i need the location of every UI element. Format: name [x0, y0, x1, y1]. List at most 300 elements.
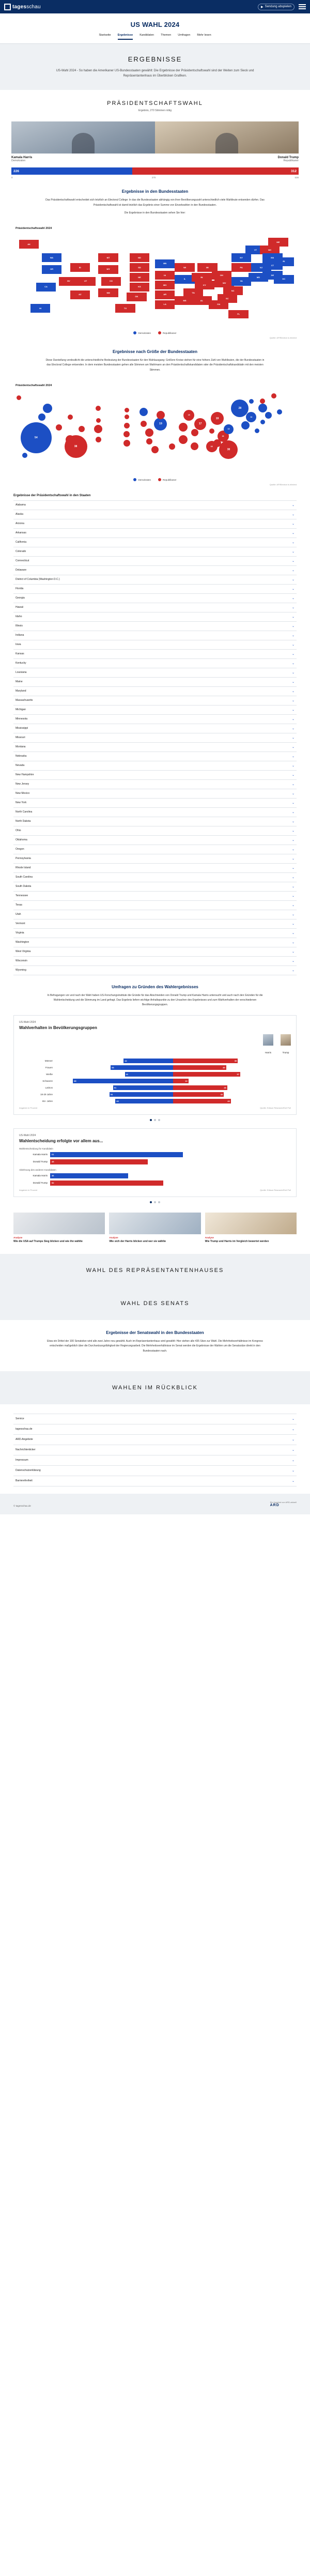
state-accordion-item[interactable] [13, 612, 297, 622]
state-accordion-item[interactable] [13, 733, 297, 743]
state-accordion-item[interactable] [13, 724, 297, 733]
cartogram-bubble-vt[interactable] [249, 399, 254, 404]
map-state-in[interactable]: IN [192, 273, 211, 282]
cartogram-bubble-oh[interactable]: 17 [194, 418, 206, 430]
state-accordion-item[interactable] [13, 715, 297, 724]
senate-article-heading: Ergebnisse der Senatswahl in den Bundesstaaten [106, 1330, 204, 1336]
state-accordion-item[interactable] [13, 575, 297, 585]
map-state-ak[interactable]: AK [19, 240, 39, 249]
state-accordion-item[interactable] [13, 678, 297, 687]
map-state-hi[interactable]: HI [30, 304, 50, 313]
teaser-1[interactable] [13, 1213, 105, 1244]
chevron-down-icon[interactable]: ⌄ [291, 708, 295, 712]
page-title: US WAHL 2024 [130, 21, 180, 28]
state-accordion-item[interactable] [13, 594, 297, 603]
cartogram-bubble-wa[interactable] [43, 404, 52, 413]
menu-icon[interactable] [299, 4, 306, 9]
cartogram-bubble-il[interactable]: 19 [154, 418, 167, 431]
map-state-nc[interactable]: NC [223, 286, 243, 295]
map-state-nh[interactable]: NH [260, 246, 280, 254]
carousel-dot[interactable] [158, 1119, 160, 1121]
state-accordion-item[interactable] [13, 910, 297, 919]
chevron-down-icon[interactable]: ⌄ [291, 680, 295, 684]
cartogram-bubble-id[interactable] [68, 415, 73, 420]
state-accordion-item[interactable] [13, 938, 297, 947]
state-accordion-item[interactable] [13, 957, 297, 966]
chevron-down-icon[interactable]: ⌄ [291, 1479, 295, 1483]
chevron-down-icon[interactable]: ⌄ [291, 634, 295, 637]
chevron-down-icon[interactable]: ⌄ [291, 1448, 295, 1452]
state-accordion-item[interactable] [13, 836, 297, 845]
footer-link-label: Datenschutzerklärung [16, 1469, 41, 1473]
cartogram-bubble-fl[interactable]: 30 [219, 440, 238, 459]
state-accordion-label: Wisconsin [16, 959, 27, 963]
card2-title: Wahlentscheidung erfolgte vor allem aus... [19, 1138, 103, 1143]
footer-link-item[interactable] [13, 1414, 297, 1424]
state-accordion-item[interactable] [13, 919, 297, 929]
cartogram-bubble-ct[interactable] [265, 412, 272, 419]
chevron-down-icon[interactable]: ⌄ [291, 885, 295, 888]
card1-title: Wahlverhalten in Bevölkerungsgruppen [19, 1025, 97, 1030]
cartogram-bubble-de[interactable] [260, 420, 265, 424]
state-accordion-item[interactable] [13, 761, 297, 771]
cartogram-bubble-co[interactable] [94, 425, 102, 433]
carousel-dot[interactable] [154, 1119, 156, 1121]
poll-group-label: Weiße [46, 1072, 53, 1076]
cartogram-bubble-ri[interactable] [277, 409, 282, 415]
state-accordion-item[interactable] [13, 947, 297, 957]
chevron-down-icon[interactable]: ⌄ [291, 894, 295, 898]
motivation-row [19, 1180, 291, 1186]
nav-item-themen[interactable]: Themen [161, 34, 172, 37]
chevron-down-icon[interactable]: ⌄ [291, 922, 295, 926]
state-accordion-label: Alaska [16, 513, 24, 516]
cartogram-bubble-ia[interactable] [141, 421, 147, 427]
chevron-down-icon[interactable]: ⌄ [291, 522, 295, 526]
map-legend [0, 331, 310, 334]
cartogram-bubble-ok[interactable] [123, 440, 130, 447]
motivation-label: Donald Trump [33, 1182, 48, 1185]
teaser-2[interactable] [109, 1213, 200, 1244]
chevron-down-icon[interactable]: ⌄ [291, 624, 295, 628]
state-accordion-item[interactable] [13, 501, 297, 510]
cartogram-bubble-sc[interactable] [213, 439, 221, 447]
state-accordion-item[interactable] [13, 519, 297, 529]
cartogram-bubble-az[interactable] [66, 435, 74, 444]
map-state-nv[interactable]: NV [59, 277, 79, 286]
candidate-trump [155, 121, 299, 162]
state-accordion-item[interactable] [13, 622, 297, 631]
state-accordion-item[interactable] [13, 706, 297, 715]
map-state-ms[interactable]: MS [175, 296, 194, 305]
map-state-il[interactable]: IL [175, 275, 194, 284]
footer-link-label: tagesschau.de [16, 1428, 33, 1431]
avatar-harris [11, 121, 155, 154]
cartogram-bubble-wy[interactable] [96, 418, 101, 423]
chevron-down-icon[interactable]: ⌄ [291, 727, 295, 730]
chevron-down-icon[interactable]: ⌄ [291, 531, 295, 535]
chevron-down-icon[interactable]: ⌄ [291, 801, 295, 805]
cartogram-bubble-nh[interactable] [260, 398, 265, 404]
map-state-me[interactable]: ME [268, 238, 288, 247]
state-accordion-item[interactable] [13, 687, 297, 696]
state-accordion-item[interactable] [13, 547, 297, 557]
map-state-or[interactable]: OR [42, 265, 61, 274]
chevron-down-icon[interactable]: ⌄ [291, 1438, 295, 1442]
cartogram-bubble-nv[interactable] [56, 424, 62, 431]
legend-republicans: Republikaner [158, 331, 177, 334]
state-accordion-item[interactable] [13, 864, 297, 873]
cartogram-bubble-ma[interactable] [258, 404, 267, 412]
map-state-sc[interactable]: SC [218, 294, 237, 303]
state-accordion-item[interactable] [13, 631, 297, 640]
state-accordion-item[interactable] [13, 650, 297, 659]
map-state-ny[interactable]: NY [231, 253, 251, 262]
cartogram-bubble-la[interactable] [151, 446, 159, 453]
chevron-down-icon[interactable]: ⌄ [291, 569, 295, 572]
state-accordion-item[interactable] [13, 817, 297, 826]
map-state-ar[interactable]: AR [155, 290, 175, 299]
map-state-az[interactable]: AZ [70, 290, 90, 299]
chevron-down-icon[interactable]: ⌄ [291, 1469, 295, 1473]
map-state-vt[interactable]: VT [245, 246, 265, 254]
teaser-thumb-1 [13, 1213, 105, 1234]
carousel-dot[interactable] [158, 1201, 160, 1203]
cartogram-bubble-tx[interactable]: 38 [65, 435, 87, 458]
copyright: © tagesschau.de [13, 1504, 31, 1507]
chevron-down-icon[interactable]: ⌄ [291, 838, 295, 842]
state-accordion-item[interactable] [13, 799, 297, 808]
chevron-down-icon[interactable]: ⌄ [291, 689, 295, 693]
state-accordion-item[interactable] [13, 873, 297, 882]
chevron-down-icon[interactable]: ⌄ [291, 662, 295, 665]
cartogram-bubble-mn[interactable] [140, 408, 148, 416]
state-accordion-item[interactable] [13, 808, 297, 817]
state-accordion-item[interactable] [13, 743, 297, 752]
map-state-al[interactable]: AL [192, 296, 211, 305]
cartogram-paragraph: Diese Darstellung verdeutlicht die unterschiedliche Bedeutung der Bundesstaaten für den Wahlausgang: Größere Kreise stehen für eine höhere Zahl von Wahlleuten, die der Bundesstaaten in das Electoral College entsenden. In dem meisten Bundesstaaten gehen alle Stimmen am Wahlmann an den Präsidentschaftskandidaten oder die Präsidentschaftskandidatin mit den meisten Stimmen. [45, 359, 265, 372]
state-accordion-item[interactable] [13, 566, 297, 575]
map-state-wv[interactable]: WV [214, 279, 234, 287]
footer-link-item[interactable] [13, 1435, 297, 1445]
cartogram-bubble-nd[interactable] [125, 408, 129, 412]
state-accordion-item[interactable] [13, 929, 297, 938]
cartogram-bubble-me[interactable] [271, 393, 276, 398]
chevron-down-icon[interactable]: ⌄ [291, 550, 295, 554]
map-state-fl[interactable]: FL [228, 310, 248, 319]
cartogram-bubble-pa[interactable]: 19 [211, 412, 224, 425]
senate-heading: WAHL DES SENATS [120, 1300, 190, 1307]
state-accordion-label: Connecticut [16, 559, 29, 563]
cartogram-bubble-al[interactable] [191, 442, 198, 450]
state-accordion-item[interactable] [13, 966, 297, 975]
chevron-down-icon[interactable]: ⌄ [291, 829, 295, 833]
card2-group2-label: Ablehnung des anderen Kandidaten [19, 1168, 56, 1171]
tagesschau-logo[interactable] [4, 4, 41, 10]
candidate-harris [11, 121, 155, 162]
chevron-down-icon[interactable]: ⌄ [291, 587, 295, 591]
chevron-down-icon[interactable]: ⌄ [291, 848, 295, 851]
nav-item-umfragen[interactable]: Umfragen [178, 34, 191, 37]
poll-group-row [19, 1092, 291, 1097]
poll-group-row [19, 1072, 291, 1077]
map-state-md[interactable]: MD [249, 273, 268, 282]
state-accordion-item[interactable] [13, 845, 297, 854]
map-state-nj[interactable]: NJ [251, 263, 271, 272]
ard-note: Ein Angebot von ARD-aktuell [270, 1500, 297, 1504]
logo-secondary: schau [26, 4, 41, 10]
state-accordion-item[interactable] [13, 826, 297, 836]
map-state-va[interactable]: VA [231, 277, 251, 286]
map-state-ne[interactable]: NE [130, 273, 149, 282]
chevron-down-icon[interactable]: ⌄ [291, 717, 295, 721]
state-accordion-item[interactable] [13, 668, 297, 678]
cartogram-bubble-ks[interactable] [123, 431, 130, 437]
map-state-de[interactable]: DE [262, 271, 282, 280]
state-accordion-item[interactable] [13, 854, 297, 864]
chevron-down-icon[interactable]: ⌄ [291, 876, 295, 879]
state-accordion-label: Montana [16, 745, 26, 749]
cartogram-bubble-nc[interactable]: 16 [218, 431, 229, 442]
footer-link-item[interactable] [13, 1466, 297, 1476]
cartogram-bubble-nm[interactable] [96, 437, 101, 442]
electoral-vote-bar [11, 167, 299, 175]
state-accordion-label: Kansas [16, 652, 24, 656]
state-accordion-label: Maryland [16, 689, 26, 693]
chevron-down-icon[interactable]: ⌄ [291, 913, 295, 916]
state-accordion-item[interactable] [13, 603, 297, 612]
state-accordion-label: Nevada [16, 764, 25, 768]
cartogram-bubble-mi[interactable]: 15 [183, 410, 194, 421]
map-state-co[interactable]: CO [101, 277, 121, 286]
motivation-bar: 61 [50, 1152, 183, 1157]
chevron-down-icon[interactable]: ⌄ [291, 773, 295, 777]
map-state-ct[interactable]: CT [262, 262, 282, 270]
cartogram-bubble-ny[interactable]: 28 [231, 400, 249, 417]
map-state-ky[interactable]: KY [195, 281, 214, 289]
results-intro-text: US-Wahl 2024 - So haben die Amerikaner US-Bundesstaaten gewählt: Die Ergebnisse der Präsidentschaftswahl sind der Weiten zum Sieck und Repräsentantenhaus im Überblicken Grafiken. [56, 69, 254, 78]
state-accordion-item[interactable] [13, 789, 297, 799]
cartogram-bubble-or[interactable] [38, 413, 45, 421]
poll-group-label: Latinos [45, 1086, 53, 1089]
chevron-down-icon[interactable]: ⌄ [291, 1417, 295, 1421]
chevron-down-icon[interactable]: ⌄ [291, 1428, 295, 1431]
chevron-down-icon[interactable]: ⌄ [291, 615, 295, 619]
nav-item-ergebnisse[interactable]: Ergebnisse [118, 34, 133, 40]
electoral-bar-harris: 226 [11, 167, 132, 175]
chevron-down-icon[interactable]: ⌄ [291, 764, 295, 768]
map-state-mo[interactable]: MO [155, 281, 175, 289]
cartogram-bubble-wv[interactable] [209, 428, 214, 434]
state-accordion-item[interactable] [13, 529, 297, 538]
chevron-down-icon[interactable]: ⌄ [291, 820, 295, 823]
map-state-ga[interactable]: GA [209, 300, 228, 309]
map-state-mt[interactable]: MT [98, 253, 118, 262]
chevron-down-icon[interactable]: ⌄ [291, 959, 295, 963]
state-accordion-item[interactable] [13, 510, 297, 519]
chevron-down-icon[interactable]: ⌄ [291, 643, 295, 647]
map-state-pa[interactable]: PA [231, 263, 251, 272]
chevron-down-icon[interactable]: ⌄ [291, 559, 295, 563]
state-accordion-item[interactable] [13, 780, 297, 789]
cartogram-bubble-ga[interactable]: 16 [206, 441, 218, 452]
play-broadcast-label: Sendung abspielen [265, 5, 291, 8]
retrospective-heading: WAHLEN IM RÜCKBLICK [112, 1384, 198, 1391]
map-state-ks[interactable]: KS [130, 283, 149, 292]
chevron-down-icon[interactable]: ⌄ [291, 1459, 295, 1462]
chevron-down-icon[interactable]: ⌄ [291, 652, 295, 656]
cartogram-bubble-ms[interactable] [169, 443, 175, 450]
chevron-down-icon[interactable]: ⌄ [291, 941, 295, 944]
state-accordion-item[interactable] [13, 585, 297, 594]
chevron-down-icon[interactable]: ⌄ [291, 950, 295, 954]
state-accordion-item[interactable] [13, 882, 297, 892]
map-state-ri[interactable]: RI [274, 257, 293, 266]
map-state-ok[interactable]: OK [127, 293, 146, 301]
map-state-ut[interactable]: UT [76, 277, 96, 286]
state-accordion-item[interactable] [13, 771, 297, 780]
avatar-trump [155, 121, 299, 154]
cartogram-bubble-ut[interactable] [79, 426, 85, 432]
chevron-down-icon[interactable]: ⌄ [291, 810, 295, 814]
chevron-down-icon[interactable]: ⌄ [291, 792, 295, 795]
map-state-ia[interactable]: IA [155, 271, 175, 280]
chevron-down-icon[interactable]: ⌄ [291, 541, 295, 544]
chevron-down-icon[interactable]: ⌄ [291, 866, 295, 870]
map-state-mn[interactable]: MN [155, 259, 175, 268]
us-cartogram-map [13, 389, 297, 476]
state-accordion-item[interactable] [13, 659, 297, 668]
cartogram-bubble-in[interactable] [179, 423, 188, 432]
candidate-party-trump: Republikaner [283, 159, 299, 163]
cartogram-bubble-nj[interactable]: 14 [246, 412, 256, 422]
map-state-nm[interactable]: NM [98, 288, 118, 297]
footer-link-item[interactable] [13, 1476, 297, 1486]
cartogram-bubble-mo[interactable] [145, 428, 153, 437]
chevron-down-icon[interactable]: ⌄ [291, 596, 295, 600]
motivation-label: Donald Trump [33, 1160, 48, 1163]
chevron-down-icon[interactable]: ⌄ [291, 745, 295, 749]
cartogram-bubble-md[interactable] [241, 421, 250, 430]
state-accordion-label: Maine [16, 680, 23, 684]
senate-article [0, 1320, 310, 1361]
card1-footer-left: Angaben in Prozent [19, 1106, 38, 1109]
cartogram-bubble-ca[interactable]: 54 [21, 422, 52, 453]
cartogram-bubble-hi[interactable] [22, 453, 27, 458]
map-state-tn[interactable]: TN [183, 288, 203, 297]
state-accordion-item[interactable] [13, 752, 297, 761]
logo-mark-icon [4, 4, 11, 10]
footer-link-label: Service [16, 1417, 24, 1421]
map-state-tx[interactable]: TX [115, 304, 135, 313]
chevron-down-icon[interactable]: ⌄ [291, 969, 295, 972]
motivation-row [19, 1173, 291, 1178]
map-state-wy[interactable]: WY [98, 265, 118, 274]
nav-item-kandidaten[interactable]: Kandidaten [140, 34, 154, 37]
cartogram-bubble-ar[interactable] [146, 438, 152, 444]
map-state-wi[interactable]: WI [175, 263, 194, 272]
chevron-down-icon[interactable]: ⌄ [291, 503, 295, 507]
cartogram-bubble-tn[interactable] [179, 435, 188, 444]
card2-footer-left: Angaben in Prozent [19, 1188, 38, 1191]
chevron-down-icon[interactable]: ⌄ [291, 755, 295, 758]
map-state-mi[interactable]: MI [197, 263, 217, 272]
footer-link-item[interactable] [13, 1445, 297, 1455]
chevron-down-icon[interactable]: ⌄ [291, 736, 295, 740]
footer-link-item[interactable] [13, 1424, 297, 1435]
chevron-down-icon[interactable]: ⌄ [291, 513, 295, 516]
cartogram-bubble-va[interactable]: 13 [224, 424, 234, 434]
teaser-thumb-2 [109, 1213, 200, 1234]
chevron-down-icon[interactable]: ⌄ [291, 903, 295, 907]
teaser-title-3: Wie Trump und Harris im Vergleich bewertet werden [205, 1239, 269, 1243]
map-state-sd[interactable]: SD [130, 263, 149, 272]
map-state-ma[interactable]: MA [262, 253, 282, 262]
chevron-down-icon[interactable]: ⌄ [291, 931, 295, 935]
nav-item-mehr-lesen[interactable]: Mehr lesen [197, 34, 211, 37]
state-accordion-item[interactable] [13, 640, 297, 650]
chevron-down-icon[interactable]: ⌄ [291, 578, 295, 581]
poll-col-label-harris: Harris [265, 1051, 271, 1054]
chevron-down-icon[interactable]: ⌄ [291, 606, 295, 609]
poll-card-groups [13, 1015, 297, 1115]
state-accordion-item[interactable] [13, 696, 297, 706]
state-accordion-item[interactable] [13, 892, 297, 901]
state-accordion-item[interactable] [13, 557, 297, 566]
nav-item-startseite[interactable]: Startseite [99, 34, 111, 37]
cartogram-bubble-sd[interactable] [125, 415, 129, 419]
state-accordion-item[interactable] [13, 538, 297, 547]
play-broadcast-button[interactable] [258, 4, 295, 10]
cartogram-bubble-dc[interactable] [255, 428, 259, 433]
senate-band [0, 1287, 310, 1320]
house-heading: WAHL DES REPRÄSENTANTENHAUSES [86, 1267, 224, 1274]
cartogram-bubble-ak[interactable] [17, 395, 21, 400]
map-state-la[interactable]: LA [155, 300, 175, 309]
map-state-id[interactable]: ID [70, 263, 90, 272]
poll-bar-trump: 57 [173, 1072, 240, 1077]
poll-bar-trump: 46 [173, 1085, 227, 1090]
map-state-nd[interactable]: ND [130, 253, 149, 262]
state-accordion-label: Delaware [16, 569, 27, 572]
carousel-dot[interactable] [150, 1119, 152, 1121]
chevron-down-icon[interactable]: ⌄ [291, 671, 295, 674]
cartogram-bubble-ky[interactable] [191, 429, 198, 436]
chevron-down-icon[interactable]: ⌄ [291, 699, 295, 702]
carousel-dot[interactable] [154, 1201, 156, 1203]
state-accordion-label: Virginia [16, 931, 24, 935]
carousel-dot[interactable] [150, 1201, 152, 1203]
map-state-wa[interactable]: WA [42, 253, 61, 262]
poll-group-label: Schwarze [42, 1079, 53, 1082]
chevron-down-icon[interactable]: ⌄ [291, 857, 295, 861]
cartogram-bubble-ne[interactable] [124, 423, 130, 428]
card2-footer-right: Quelle: Edison Research/Exit Poll [260, 1188, 291, 1191]
state-accordion-label: Indiana [16, 634, 24, 637]
map-state-dc[interactable]: DC [274, 275, 293, 284]
poll-group-row [19, 1099, 291, 1103]
state-accordion-label: Rhode Island [16, 866, 31, 870]
teaser-3[interactable] [205, 1213, 297, 1244]
poll-bar-trump: 43 [173, 1092, 224, 1097]
cartogram-bubble-mt[interactable] [96, 406, 101, 411]
state-accordion-item[interactable] [13, 901, 297, 910]
map-state-oh[interactable]: OH [212, 271, 231, 280]
state-accordion-label: New Mexico [16, 792, 30, 795]
map-state-ca[interactable]: CA [36, 283, 56, 292]
footer-link-item[interactable] [13, 1455, 297, 1466]
chevron-down-icon[interactable]: ⌄ [291, 783, 295, 786]
